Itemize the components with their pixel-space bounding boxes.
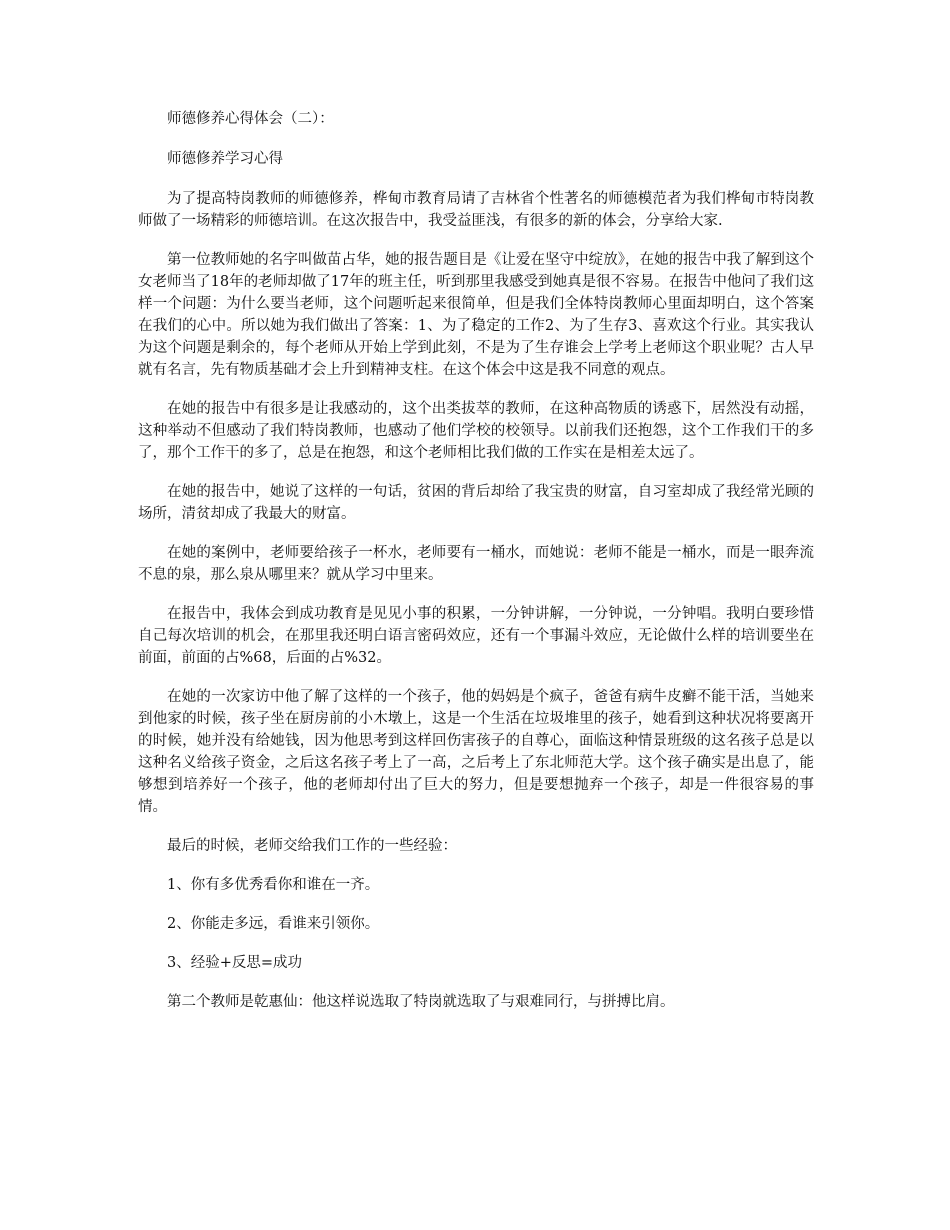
list-item: 3、经验+反思=成功 xyxy=(167,955,303,971)
paragraph: 第一位教师她的名字叫做苗占华，她的报告题目是《让爱在坚守中绽放》，在她的报告中我了解到这个女老师当了18年的老师却做了17年的班主任，听到那里我感受到她真是很不容易。在报告中他问了我们这样一个问题：为什么要当老师，这个问题听起来很简单，但是我们全体特岗教师心里面却明白，这个答案在我们的心中。所以她为我们做出了答案：1、为了稳定的工作2、为了生存3、喜欢这个行业。其实我认为这个问题是剩余的，每个老师从开始上学到此刻，不是为了生存谁会上学考上老师这个职业呢？古人早就有名言，先有物质基础才会上升到精神支柱。在这个体会中这是我不同意的观点。 xyxy=(138,252,814,378)
paragraph: 为了提高特岗教师的师德修养，桦甸市教育局请了吉林省个性著名的师德模范者为我们桦甸市特岗教师做了一场精彩的师德培训。在这次报告中，我受益匪浅，有很多的新的体会，分享给大家. xyxy=(138,191,814,229)
paragraph: 在她的报告中，她说了这样的一句话，贫困的背后却给了我宝贵的财富，自习室却成了我经常光顾的场所，清贫却成了我最大的财富。 xyxy=(138,484,814,522)
paragraph: 在她的案例中，老师要给孩子一杯水，老师要有一桶水，而她说：老师不能是一桶水，而是一眼奔流不息的泉，那么泉从哪里来？就从学习中里来。 xyxy=(138,545,814,583)
document-page xyxy=(138,108,814,1030)
paragraph: 第二个教师是乾惠仙：他这样说选取了特岗就选取了与艰难同行，与拼搏比肩。 xyxy=(167,994,675,1010)
paragraph: 在报告中，我体会到成功教育是见见小事的积累，一分钟讲解，一分钟说，一分钟唱。我明白要珍惜自己每次培训的机会，在那里我还明白语言密码效应，还有一个事漏斗效应，无论做什么样的培训要坐在前面，前面的占%68，后面的占%32。 xyxy=(138,606,814,666)
paragraph: 最后的时候，老师交给我们工作的一些经验： xyxy=(167,838,457,854)
paragraph: 在她的一次家访中他了解了这样的一个孩子，他的妈妈是个疯子，爸爸有病牛皮癣不能干活，当她来到他家的时候，孩子坐在厨房前的小木墩上，这是一个生活在垃圾堆里的孩子，她看到这种状况将要离开的时候，她并没有给她钱，因为他思考到这样回伤害孩子的自尊心，面临这种情景班级的这名孩子总是以这种名义给孩子资金，之后这名孩子考上了一高，之后考上了东北师范大学。这个孩子确实是出息了，能够想到培养好一个孩子，他的老师却付出了巨大的努力，但是要想抛弃一个孩子，却是一件很容易的事情。 xyxy=(138,689,814,815)
document-subtitle: 师德修养学习心得 xyxy=(167,151,283,167)
paragraph: 在她的报告中有很多是让我感动的，这个出类拔萃的教师，在这种高物质的诱惑下，居然没有动摇，这种举动不但感动了我们特岗教师，也感动了他们学校的校领导。以前我们还抱怨，这个工作我们干的多了，那个工作干的多了，总是在抱怨，和这个老师相比我们做的工作实在是相差太远了。 xyxy=(138,401,814,461)
list-item: 2、你能走多远，看谁来引领你。 xyxy=(167,916,380,932)
list-item: 1、你有多优秀看你和谁在一齐。 xyxy=(167,877,380,893)
document-title: 师德修养心得体会（二）： xyxy=(167,111,334,127)
